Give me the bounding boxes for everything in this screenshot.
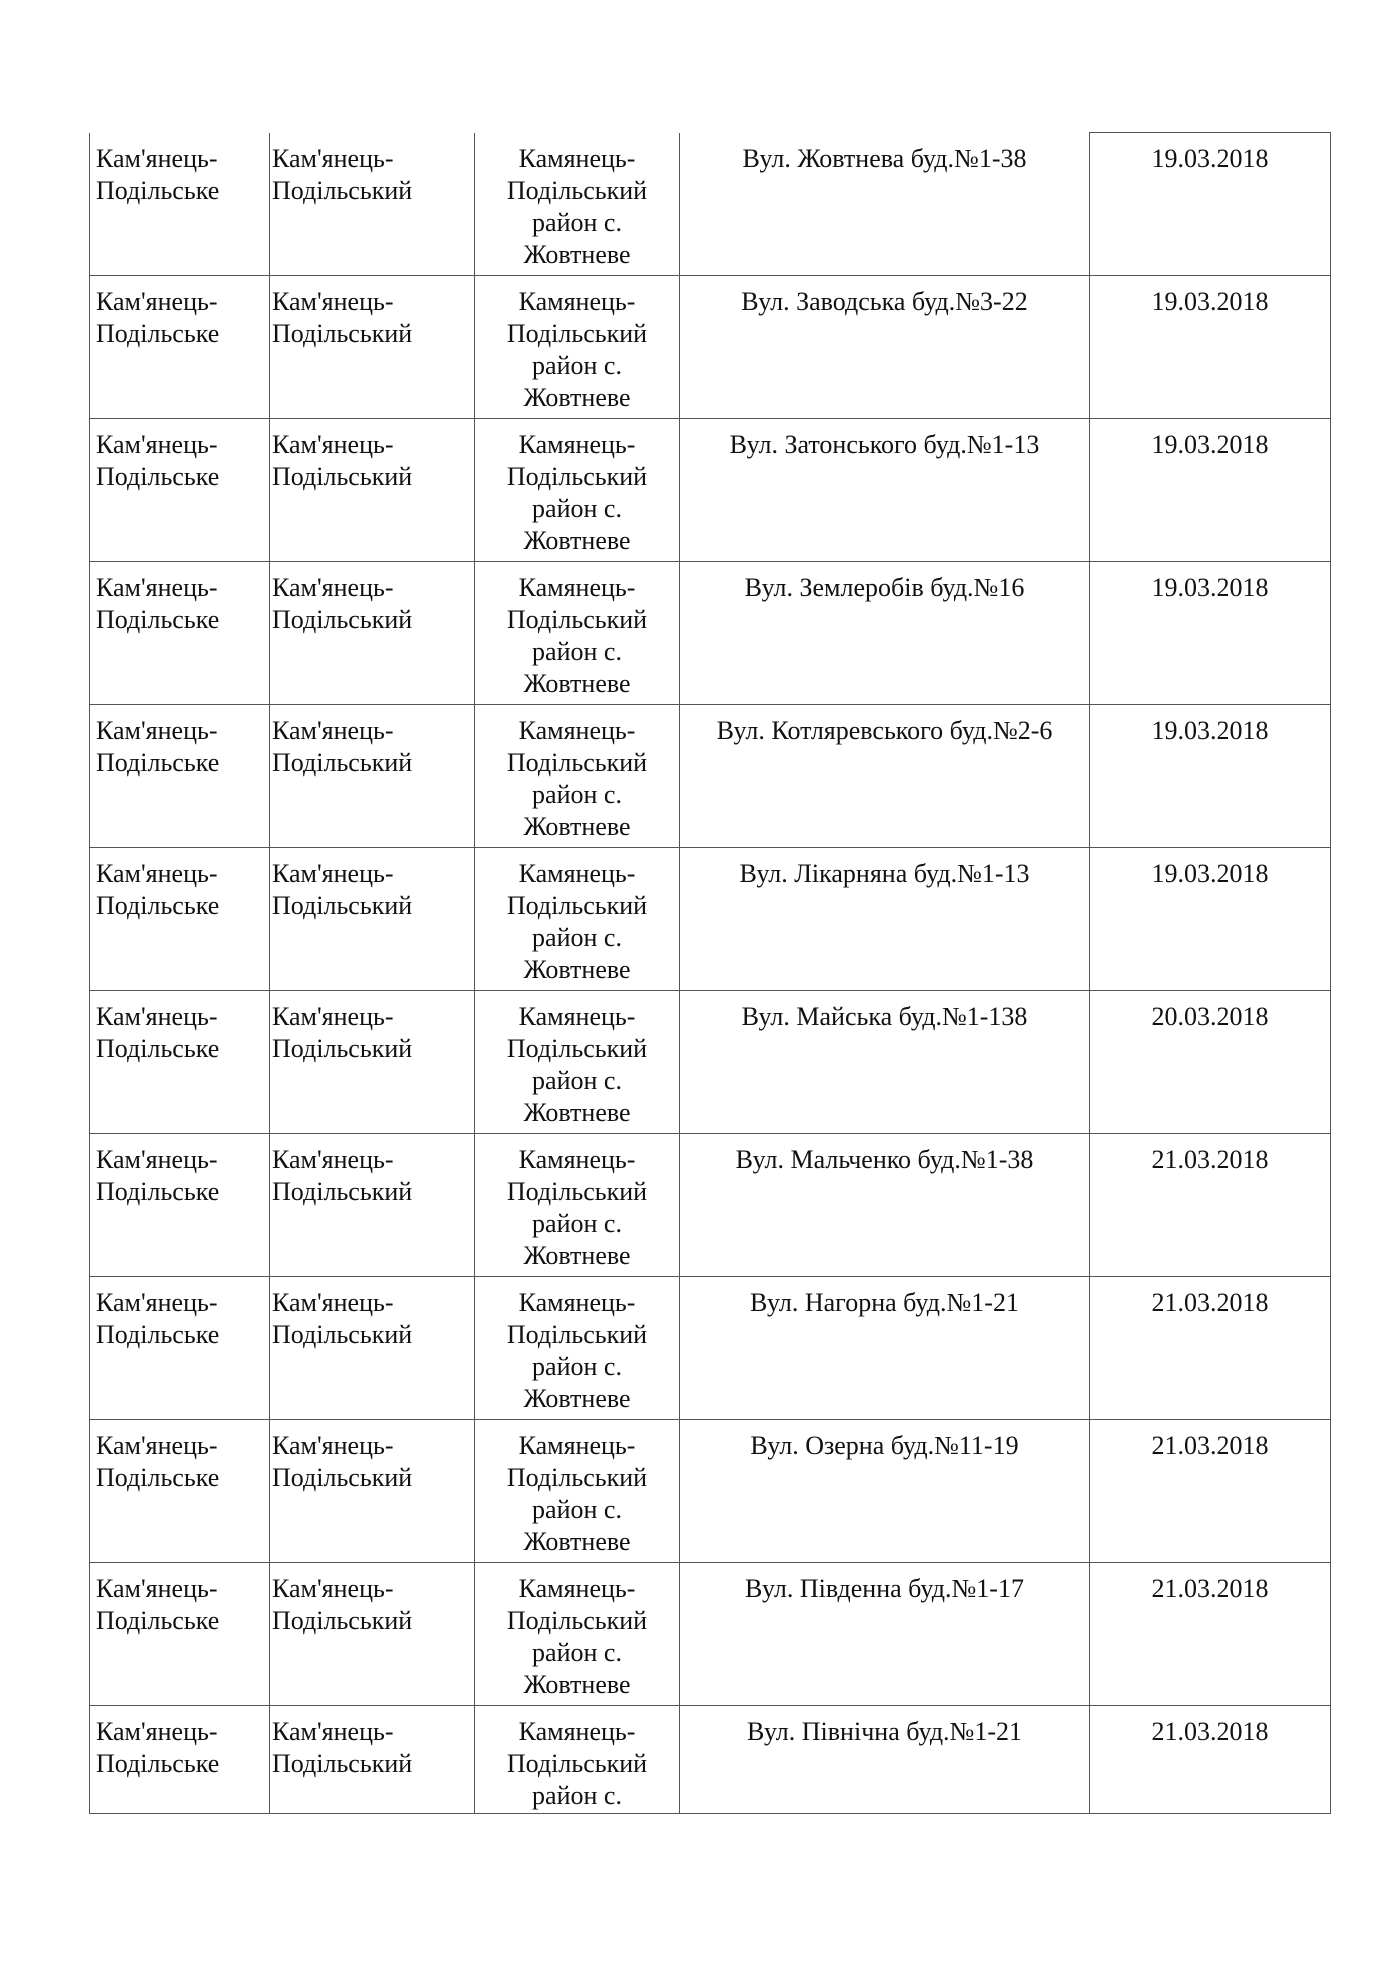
city-text: Кам'янець-	[96, 430, 218, 459]
district-text: Подільський	[272, 1034, 413, 1063]
district-cell	[270, 1277, 475, 1420]
date-text: 19.03.2018	[1151, 430, 1269, 459]
city-cell	[90, 419, 270, 562]
district-cell	[270, 1563, 475, 1706]
date-text: 19.03.2018	[1151, 287, 1269, 316]
village-text: Жовтневе	[523, 1241, 631, 1270]
village-text: район с.	[532, 494, 622, 523]
village-text: Жовтневе	[523, 1098, 631, 1127]
district-cell	[270, 991, 475, 1134]
city-text: Кам'янець-	[96, 1431, 218, 1460]
outage-schedule-table	[89, 132, 1331, 1814]
date-text: 19.03.2018	[1151, 573, 1269, 602]
village-cell	[475, 1277, 680, 1420]
village-cell	[475, 848, 680, 991]
street-text: Вул. Заводська буд.№3-22	[741, 287, 1028, 316]
street-text: Вул. Затонського буд.№1-13	[729, 430, 1040, 459]
village-cell	[475, 1706, 680, 1814]
city-text: Кам'янець-	[96, 859, 218, 888]
city-text: Кам'янець-	[96, 1145, 218, 1174]
village-text: Жовтневе	[523, 239, 631, 269]
city-text: Подільське	[96, 1749, 220, 1778]
district-text: Кам'янець-	[272, 1002, 394, 1031]
date-text: 21.03.2018	[1151, 1717, 1269, 1746]
city-text: Подільське	[96, 1034, 220, 1063]
table-row	[90, 1420, 1331, 1563]
street-cell	[680, 705, 1090, 848]
district-text: Подільський	[272, 1463, 413, 1492]
village-text: Камянець-	[518, 1288, 636, 1317]
village-text: район с.	[532, 351, 622, 380]
village-text: Подільський	[506, 1177, 648, 1206]
city-cell	[90, 276, 270, 419]
village-text: район с.	[532, 1352, 622, 1381]
city-text: Подільське	[96, 175, 220, 205]
city-text: Подільське	[96, 891, 220, 920]
city-text: Кам'янець-	[96, 1002, 218, 1031]
date-cell	[1090, 1277, 1331, 1420]
date-text: 21.03.2018	[1151, 1431, 1269, 1460]
date-cell	[1090, 1420, 1331, 1563]
village-cell	[475, 133, 680, 276]
village-cell	[475, 991, 680, 1134]
village-text: Жовтневе	[523, 955, 631, 984]
city-cell	[90, 1420, 270, 1563]
village-text: Подільський	[506, 1749, 648, 1778]
date-cell	[1090, 1563, 1331, 1706]
village-cell	[475, 705, 680, 848]
street-text: Вул. Землеробів буд.№16	[744, 573, 1025, 602]
village-text: район с.	[532, 1495, 622, 1524]
date-text: 21.03.2018	[1151, 1574, 1269, 1603]
village-text: Жовтневе	[523, 669, 631, 698]
city-text: Кам'янець-	[96, 716, 218, 745]
district-text: Подільський	[272, 319, 413, 348]
village-text: Камянець-	[518, 1574, 636, 1603]
city-cell	[90, 133, 270, 276]
village-text: район с.	[532, 207, 622, 237]
village-cell	[475, 1420, 680, 1563]
table-row	[90, 705, 1331, 848]
table-body	[90, 133, 1331, 1814]
street-text: Вул. Мальченко буд.№1-38	[735, 1145, 1034, 1174]
city-cell	[90, 705, 270, 848]
district-text: Кам'янець-	[272, 859, 394, 888]
street-text: Вул. Котляревського буд.№2-6	[716, 716, 1053, 745]
village-text: Камянець-	[518, 1002, 636, 1031]
city-text: Кам'янець-	[96, 1574, 218, 1603]
table-row	[90, 1277, 1331, 1420]
village-text: Жовтневе	[523, 1527, 631, 1556]
village-text: Подільський	[506, 319, 648, 348]
date-text: 21.03.2018	[1151, 1145, 1269, 1174]
table-row	[90, 562, 1331, 705]
village-cell	[475, 419, 680, 562]
village-cell	[475, 1134, 680, 1277]
district-cell	[270, 1706, 475, 1814]
village-text: Камянець-	[518, 573, 636, 602]
district-text: Кам'янець-	[272, 430, 394, 459]
village-text: Подільський	[506, 605, 648, 634]
city-text: Кам'янець-	[96, 1717, 218, 1746]
date-cell	[1090, 991, 1331, 1134]
city-text: Кам'янець-	[96, 287, 218, 316]
village-text: Камянець-	[518, 1431, 636, 1460]
village-text: Подільський	[506, 1320, 648, 1349]
city-text: Подільське	[96, 748, 220, 777]
district-text: Подільський	[272, 748, 413, 777]
village-text: район с.	[532, 1066, 622, 1095]
village-text: Жовтневе	[523, 1384, 631, 1413]
date-cell	[1090, 848, 1331, 991]
village-text: район с.	[532, 780, 622, 809]
district-text: Подільський	[272, 1606, 413, 1635]
city-cell	[90, 1563, 270, 1706]
village-text: Жовтневе	[523, 1670, 631, 1699]
village-text: Камянець-	[518, 287, 636, 316]
street-text: Вул. Північна буд.№1-21	[746, 1717, 1023, 1746]
city-text: Подільське	[96, 605, 220, 634]
date-cell	[1090, 1134, 1331, 1277]
city-cell	[90, 562, 270, 705]
district-text: Кам'янець-	[272, 1717, 394, 1746]
district-text: Подільський	[272, 1320, 413, 1349]
street-cell	[680, 133, 1090, 276]
district-text: Подільський	[272, 605, 413, 634]
village-text: Жовтневе	[523, 383, 631, 412]
table-row	[90, 276, 1331, 419]
date-cell	[1090, 705, 1331, 848]
village-text: Подільський	[506, 1606, 648, 1635]
table-row	[90, 133, 1331, 276]
date-cell	[1090, 276, 1331, 419]
village-text: район с.	[532, 1209, 622, 1238]
street-cell	[680, 848, 1090, 991]
village-cell	[475, 276, 680, 419]
street-cell	[680, 1420, 1090, 1563]
village-text: Камянець-	[518, 716, 636, 745]
village-text: Камянець-	[518, 1145, 636, 1174]
city-text: Кам'янець-	[96, 143, 218, 173]
village-text: Подільський	[506, 1463, 648, 1492]
district-text: Кам'янець-	[272, 716, 394, 745]
date-text: 19.03.2018	[1151, 716, 1269, 745]
village-text: район с.	[532, 1781, 622, 1810]
village-text: Подільський	[506, 748, 648, 777]
street-text: Вул. Лікарняна буд.№1-13	[739, 859, 1030, 888]
date-cell	[1090, 562, 1331, 705]
date-text: 19.03.2018	[1151, 144, 1269, 173]
table-row	[90, 1134, 1331, 1277]
street-cell	[680, 1134, 1090, 1277]
district-cell	[270, 848, 475, 991]
district-cell	[270, 133, 475, 276]
district-cell	[270, 276, 475, 419]
district-text: Подільський	[272, 175, 413, 205]
district-text: Кам'янець-	[272, 1145, 394, 1174]
city-text: Подільське	[96, 462, 220, 491]
street-cell	[680, 1277, 1090, 1420]
city-text: Подільське	[96, 1177, 220, 1206]
street-cell	[680, 991, 1090, 1134]
city-text: Подільське	[96, 1320, 220, 1349]
district-text: Подільський	[272, 1177, 413, 1206]
table-row	[90, 991, 1331, 1134]
street-cell	[680, 562, 1090, 705]
street-text: Вул. Озерна буд.№11-19	[750, 1431, 1019, 1460]
date-text: 21.03.2018	[1151, 1288, 1269, 1317]
street-cell	[680, 276, 1090, 419]
district-text: Подільський	[272, 891, 413, 920]
village-text: Жовтневе	[523, 812, 631, 841]
table-row	[90, 1706, 1331, 1814]
village-cell	[475, 1563, 680, 1706]
date-cell	[1090, 133, 1331, 276]
village-text: Подільський	[506, 1034, 648, 1063]
village-text: Жовтневе	[523, 526, 631, 555]
village-text: район с.	[532, 1638, 622, 1667]
district-cell	[270, 1420, 475, 1563]
city-cell	[90, 848, 270, 991]
district-cell	[270, 705, 475, 848]
village-text: Камянець-	[518, 859, 636, 888]
village-text: Подільський	[506, 891, 648, 920]
date-cell	[1090, 419, 1331, 562]
table-row	[90, 1563, 1331, 1706]
village-text: Камянець-	[518, 143, 636, 173]
village-text: Камянець-	[518, 430, 636, 459]
city-text: Кам'янець-	[96, 1288, 218, 1317]
village-text: Камянець-	[518, 1717, 636, 1746]
street-cell	[680, 1706, 1090, 1814]
district-cell	[270, 1134, 475, 1277]
district-text: Кам'янець-	[272, 287, 394, 316]
village-cell	[475, 562, 680, 705]
city-cell	[90, 1277, 270, 1420]
street-text: Вул. Майська буд.№1-138	[741, 1002, 1028, 1031]
city-cell	[90, 991, 270, 1134]
street-cell	[680, 1563, 1090, 1706]
district-cell	[270, 562, 475, 705]
city-cell	[90, 1706, 270, 1814]
district-text: Кам'янець-	[272, 1288, 394, 1317]
village-text: район с.	[532, 923, 622, 952]
city-text: Подільське	[96, 1606, 220, 1635]
district-text: Кам'янець-	[272, 143, 394, 173]
date-text: 19.03.2018	[1151, 859, 1269, 888]
city-text: Кам'янець-	[96, 573, 218, 602]
city-cell	[90, 1134, 270, 1277]
date-text: 20.03.2018	[1151, 1002, 1269, 1031]
table-row	[90, 419, 1331, 562]
street-text: Вул. Жовтнева буд.№1-38	[742, 143, 1027, 173]
district-text: Подільський	[272, 1749, 413, 1778]
village-text: Подільський	[506, 462, 648, 491]
table-row	[90, 848, 1331, 991]
street-cell	[680, 419, 1090, 562]
street-text: Вул. Південна буд.№1-17	[745, 1574, 1024, 1603]
district-cell	[270, 419, 475, 562]
city-text: Подільське	[96, 319, 220, 348]
date-cell	[1090, 1706, 1331, 1814]
street-text: Вул. Нагорна буд.№1-21	[750, 1288, 1019, 1317]
city-text: Подільське	[96, 1463, 220, 1492]
district-text: Кам'янець-	[272, 1431, 394, 1460]
district-text: Подільський	[272, 462, 413, 491]
village-text: Подільський	[506, 175, 648, 205]
district-text: Кам'янець-	[272, 1574, 394, 1603]
village-text: район с.	[532, 637, 622, 666]
district-text: Кам'янець-	[272, 573, 394, 602]
